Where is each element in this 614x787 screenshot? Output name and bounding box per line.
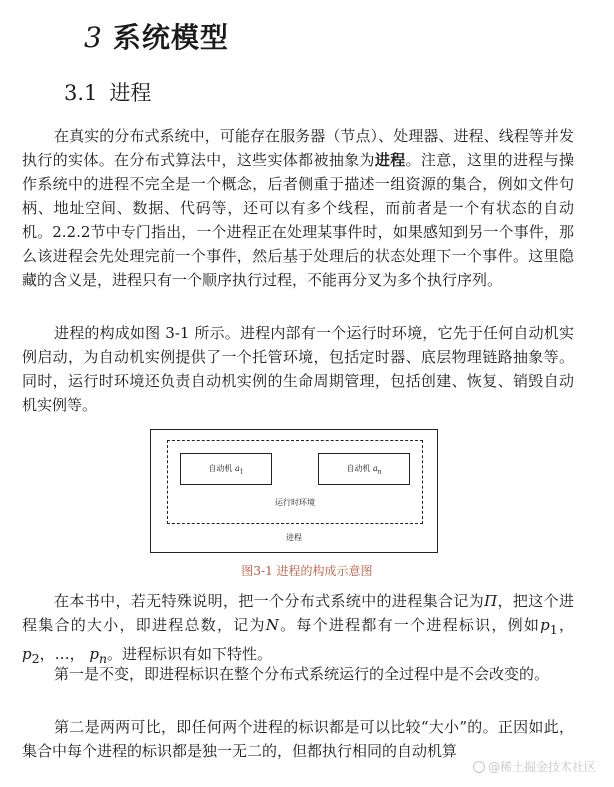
process-id-p2: p xyxy=(22,645,32,663)
paragraph-1-text-a: 在真实的分布式系统中，可能存在服务器（节点）、处理器、进程、线程等并发执行的实体。在分布式算法中，这些实体都被抽象为 xyxy=(22,127,574,169)
process-label: 进程 xyxy=(286,533,302,542)
paragraph-3-text-a: 在本书中，若无特殊说明，把一个分布式系统中的进程集合记为 xyxy=(54,592,485,610)
process-set-symbol: Π xyxy=(484,592,498,610)
paragraph-3 xyxy=(22,589,574,671)
paragraph-1-text-b: 。注意，这里的进程与操作系统中的进程不完全是一个概念，后者侧重于描述一组资源的集合，例如文件句柄、地址空间、数据、代码等，还可以有多个线程，而前者是一个有状态的自动机。2.2.2节中专门指出，一个进程正在处理某事件时，如果感知到另一个事件，那么该进程会先处理完前一个事件，然后基于处理后的状态处理下一个事件。这里隐藏的含义是，进程只有一个顺序执行过程，不能再分叉为多个执行序列。 xyxy=(22,151,574,289)
process-figure xyxy=(150,429,438,553)
paragraph-5-text: 第二是两两可比，即任何两个进程的标识都是可以比较“大小”的。正因如此，集合中每个进程的标识都是独一无二的，但都执行相同的自动机算 xyxy=(22,718,574,760)
automaton-n-sub: n xyxy=(377,468,382,476)
process-id-p1: p xyxy=(540,616,550,634)
automaton-n-label: 自动机 xyxy=(346,464,373,473)
paragraph-1-bold-term: 进程 xyxy=(374,151,406,169)
watermark-logo-icon xyxy=(473,761,485,773)
section-title-text: 进程 xyxy=(109,81,152,105)
paragraph-3-text-b: ，把这个进程集合的大小，即进程总数，记为 xyxy=(22,592,574,634)
figure-caption: 图3-1 进程的构成示意图 xyxy=(241,564,373,578)
paragraph-4 xyxy=(22,662,574,686)
paragraph-3-sep-1: ， xyxy=(557,616,574,634)
process-id-pn-sub: n xyxy=(98,651,108,666)
runtime-environment-box xyxy=(167,440,423,524)
paragraph-1 xyxy=(22,124,574,292)
paragraph-2-text: 进程的构成如图 3-1 所示。进程内部有一个运行时环境，它先于任何自动机实例启动，为自动机实例提供了一个托管环境，包括定时器、底层物理链路抽象等。同时，运行时环境还负责自动机实例的生命周期管理，包括创建、恢复、销毁自动机实例等。 xyxy=(22,324,574,414)
section-title xyxy=(64,78,151,108)
chapter-number: 3 xyxy=(84,21,103,54)
process-count-symbol: N xyxy=(265,616,279,634)
automaton-1-box xyxy=(180,453,272,485)
paragraph-3-text-c: 。每个进程都有一个进程标识，例如 xyxy=(278,616,541,634)
automaton-n-box xyxy=(318,453,410,485)
chapter-title xyxy=(84,18,229,58)
process-id-pn: p xyxy=(89,645,99,663)
automaton-1-label: 自动机 xyxy=(208,464,235,473)
paragraph-3-text-d: 。进程标识有如下特性。 xyxy=(107,645,273,663)
automaton-1-sub: 1 xyxy=(239,468,244,476)
automaton-n-var: a xyxy=(372,464,378,473)
chapter-title-text: 系统模型 xyxy=(112,21,229,54)
section-number: 3.1 xyxy=(64,81,98,105)
watermark-text: @稀土掘金技术社区 xyxy=(487,760,596,774)
automaton-1-var: a xyxy=(234,464,240,473)
runtime-label: 运行时环境 xyxy=(275,498,315,507)
paragraph-4-text: 第一是不变，即进程标识在整个分布式系统运行的全过程中是不会改变的。 xyxy=(54,665,550,683)
paragraph-2 xyxy=(22,321,574,417)
process-id-p1-sub: 1 xyxy=(549,622,558,637)
process-id-p2-sub: 2 xyxy=(31,651,40,666)
paragraph-3-sep-2: ，…， xyxy=(39,645,90,663)
paragraph-5 xyxy=(22,715,574,763)
watermark xyxy=(473,758,596,776)
